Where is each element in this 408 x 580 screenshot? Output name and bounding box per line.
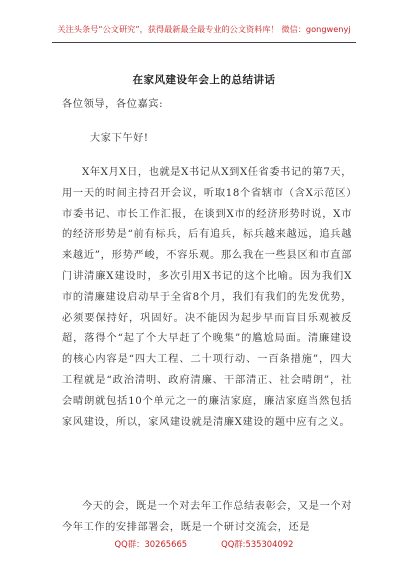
salutation: 各位领导，各位嘉宾:	[62, 99, 164, 110]
footer-qq-group-1: QQ群：30265665	[114, 539, 188, 549]
document-title: 在家风建设年会上的总结讲话	[132, 74, 276, 86]
footer-contact	[0, 538, 408, 550]
footer-qq-group-2: QQ群:535304092	[221, 539, 294, 549]
header-banner: 关注头条号“公文研究”，获得最新最全最专业的公文资料库！ 微信：gongwenyj	[57, 24, 351, 34]
header-divider	[52, 42, 356, 43]
body-paragraph-2: 今天的会，既是一个对去年工作总结表彰会，又是一个对今年工作的安排部署会，既是一个研讨交流会，还是	[62, 501, 352, 533]
body-paragraph-1: X年X月X日，也就是X书记从X到X任省委书记的第7天，用一天的时间主持召开会议，听取18个省辖市（含X示范区）市委书记、市长工作汇报，在谈到X市的经济形势时说，X市的经济形势是“前有标兵，后有追兵，标兵越来越远，追兵越来越近”，形势严峻，不容乐观。那么我在一些县区和市直部门讲清廉X建设时，多次引用X书记的这个比喻。因为我们X市的清廉建设启动早于全省8个月，我们有我们的先发优势，必须要保持好，巩固好。决不能因为起步早而盲目乐观被反超，落得个“起了个大早赶了个晚集”的尴尬局面。清廉建设的核心内容是“四大工程、二十项行动、一百条措施”，四大工程就是“政治清明、政府清廉、干部清正、社会晴朗”，社会晴朗就包括10个单元之一的廉洁家庭，廉洁家庭当然包括家风建设，所以，家风建设就是清廉X建设的题中应有之义。	[62, 167, 352, 428]
greeting: 大家下午好!	[90, 133, 149, 144]
